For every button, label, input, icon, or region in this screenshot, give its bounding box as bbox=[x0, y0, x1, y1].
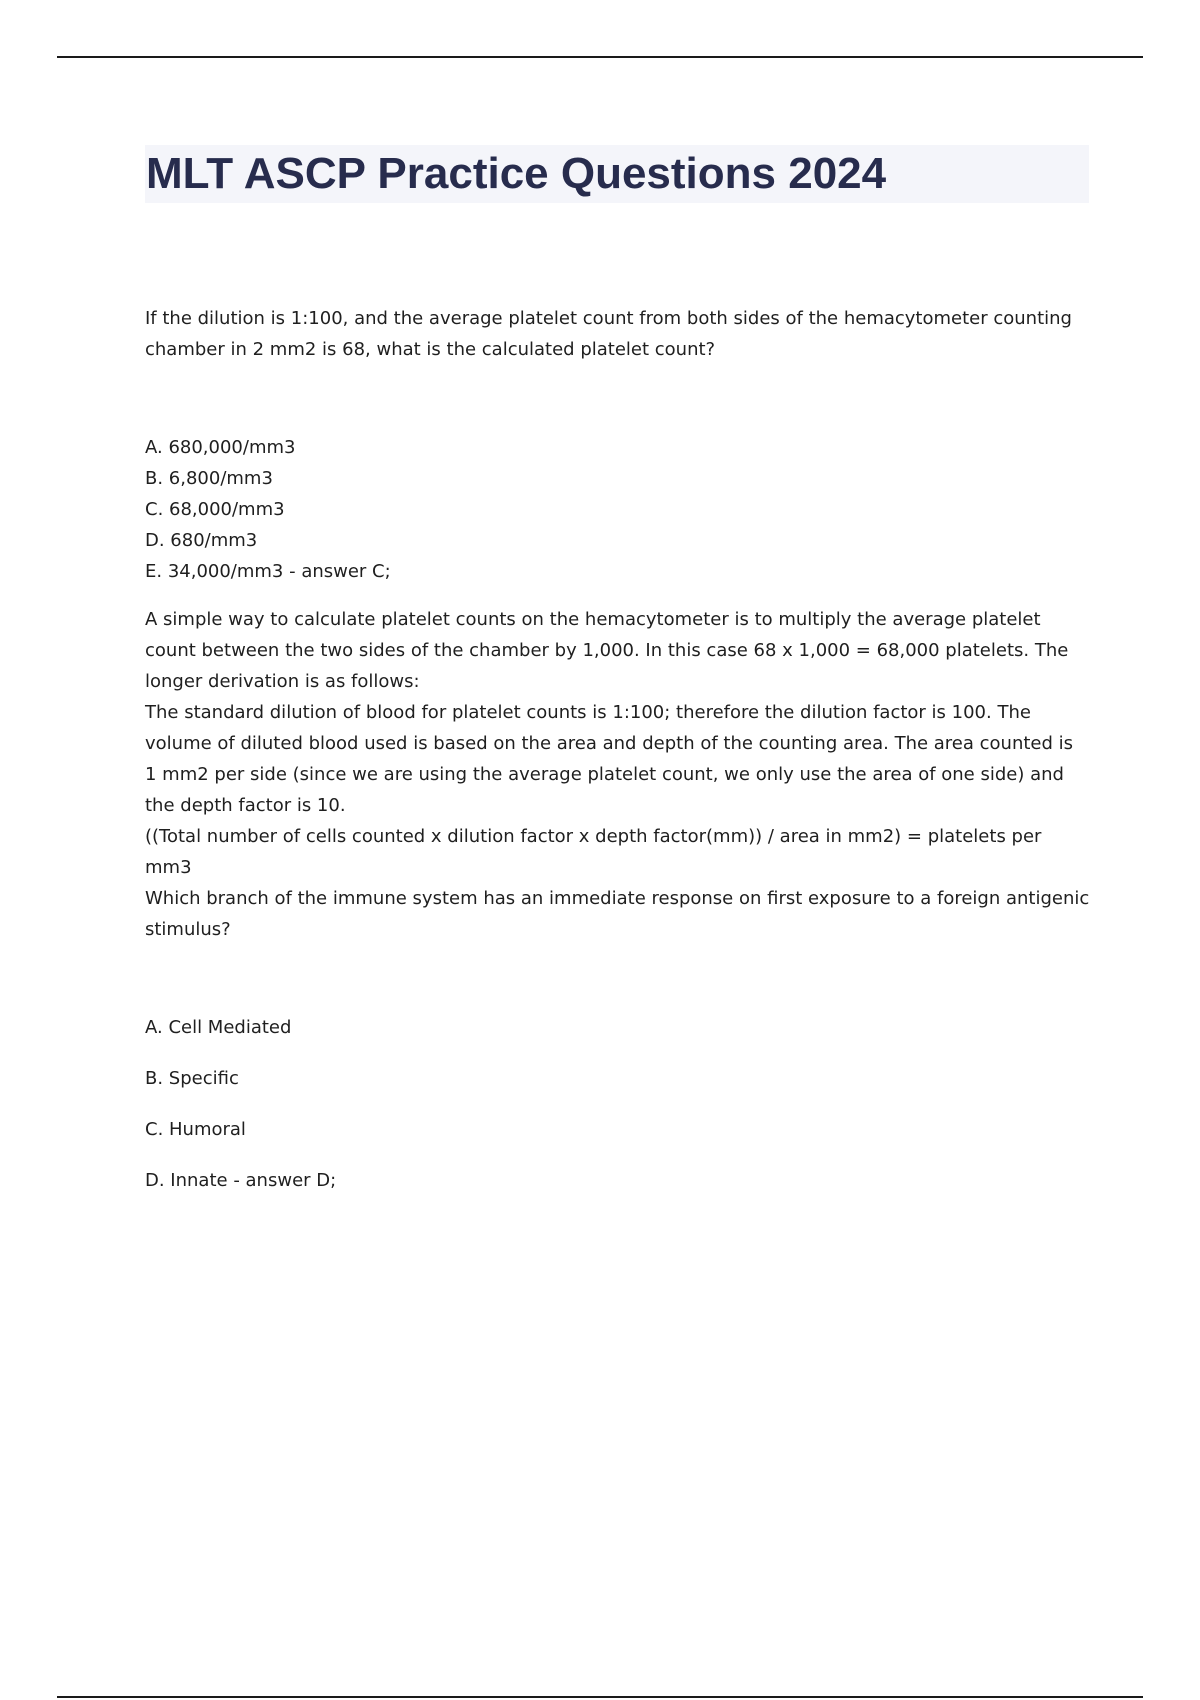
question-1-option-c: C. 68,000/mm3 bbox=[145, 499, 285, 520]
question-2-option-c: C. Humoral bbox=[145, 1119, 246, 1140]
question-1-text: If the dilution is 1:100, and the average platelet count from both sides of the hemacytometer counting chamber in 2 mm2 is 68, what is the calculated platelet count? bbox=[145, 308, 1072, 360]
bottom-divider bbox=[57, 1696, 1143, 1698]
top-divider bbox=[57, 56, 1143, 58]
question-1-option-b: B. 6,800/mm3 bbox=[145, 468, 273, 489]
question-2-option-a: A. Cell Mediated bbox=[145, 1017, 292, 1038]
question-2-text: Which branch of the immune system has an immediate response on first exposure to a foreign antigenic stimulus? bbox=[145, 888, 1090, 940]
question-1-explanation-1: A simple way to calculate platelet counts on the hemacytometer is to multiply the average platelet count between the two sides of the chamber by 1,000. In this case 68 x 1,000 = 68,000 platelets. The longer derivation is as follows: bbox=[145, 609, 1069, 692]
question-2-option-b: B. Specific bbox=[145, 1068, 239, 1089]
question-2-options bbox=[145, 1012, 1090, 1196]
question-1-option-d: D. 680/mm3 bbox=[145, 530, 258, 551]
document-title: MLT ASCP Practice Questions 2024 bbox=[146, 149, 887, 198]
question-1-explanation-2: The standard dilution of blood for platelet counts is 1:100; therefore the dilution factor is 100. The volume of diluted blood used is based on the area and depth of the counting area. The area counted is 1 mm2 per side (since we are using the average platelet count, we only use the area of one side) and the depth factor is 10. bbox=[145, 702, 1074, 816]
document-body bbox=[145, 303, 1090, 1216]
question-1-options bbox=[145, 432, 1090, 587]
question-2-option-d-answer: D. Innate - answer D; bbox=[145, 1170, 337, 1191]
question-1-formula: ((Total number of cells counted x dilution factor x depth factor(mm)) / area in mm2) = platelets per mm3 bbox=[145, 826, 1042, 878]
question-1-option-a: A. 680,000/mm3 bbox=[145, 437, 296, 458]
question-1-option-e-answer: E. 34,000/mm3 - answer C; bbox=[145, 561, 391, 582]
